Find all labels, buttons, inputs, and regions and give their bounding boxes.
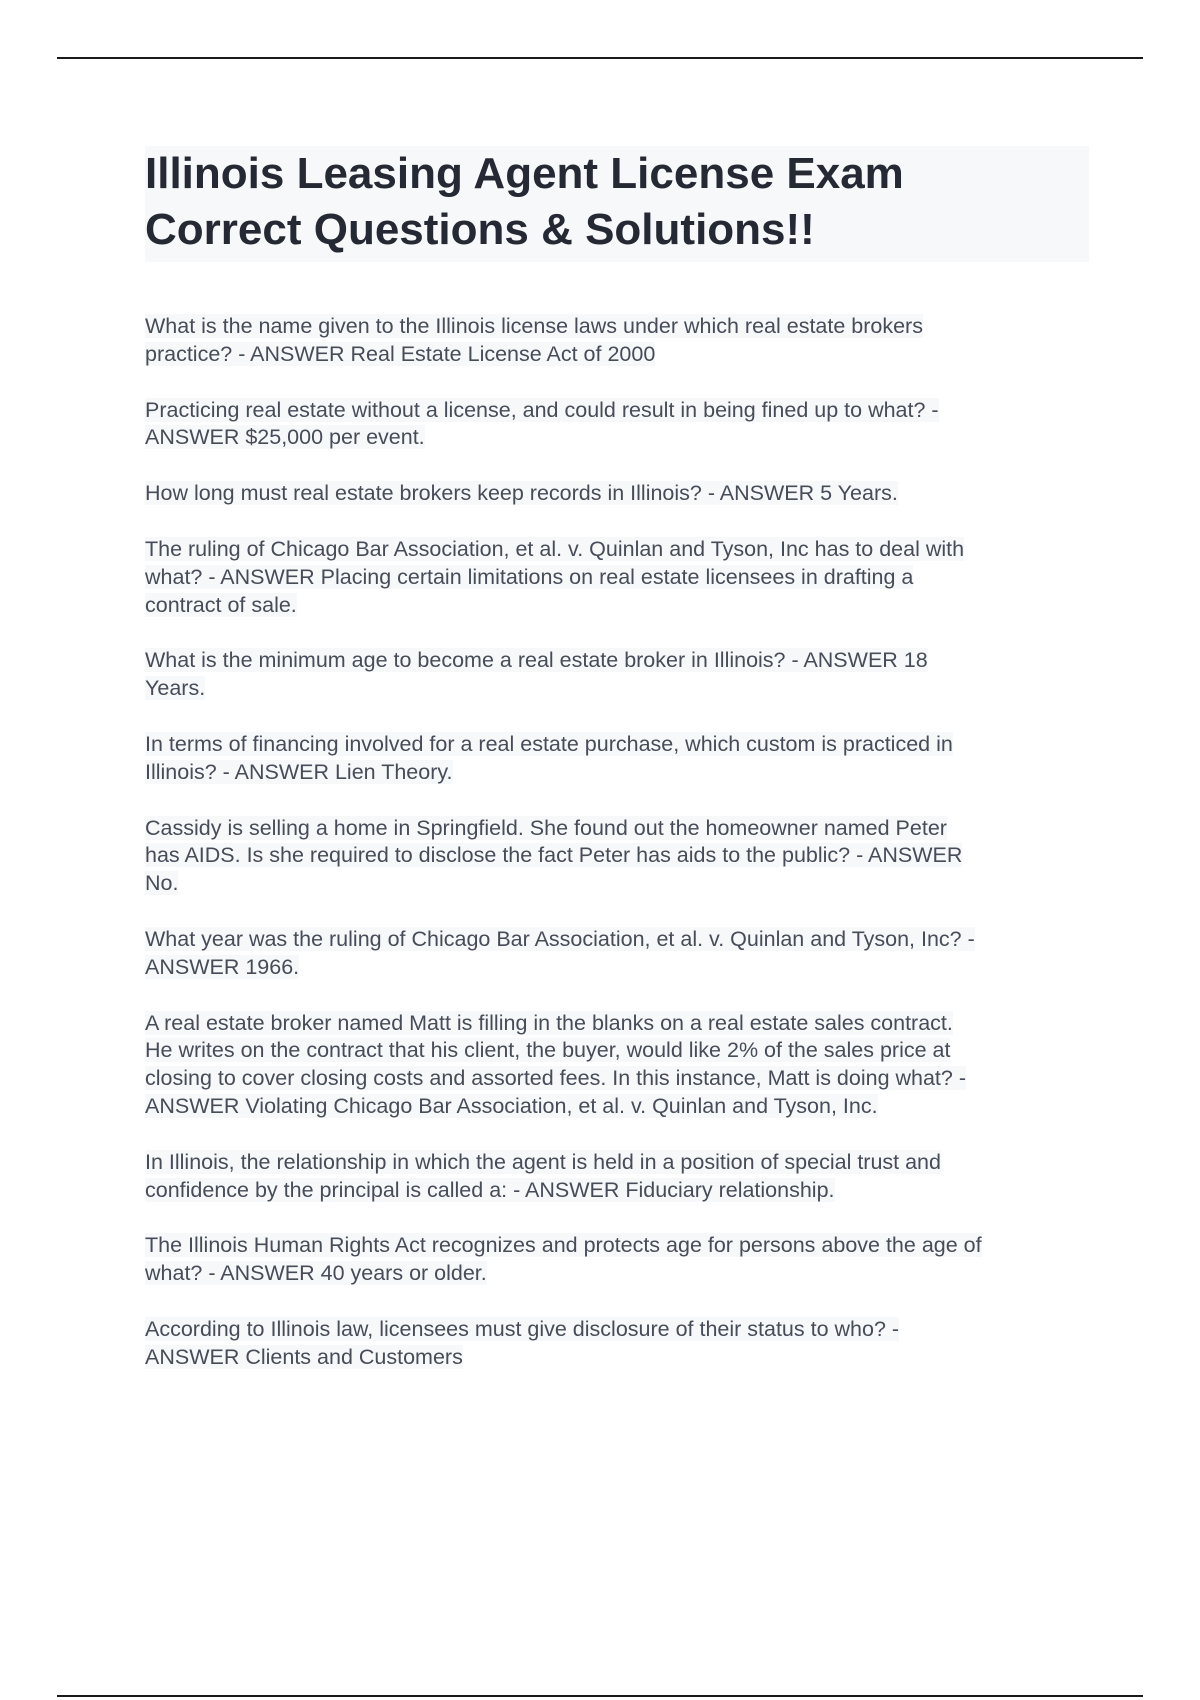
qa-line-text: Illinois? - ANSWER Lien Theory. (145, 759, 453, 784)
qa-line (145, 675, 1095, 703)
qa-line-text: has AIDS. Is she required to disclose the fact Peter has aids to the public? - ANSWER (145, 843, 963, 868)
document-title (145, 146, 1089, 262)
qa-item (145, 397, 1095, 453)
qa-item (145, 536, 1095, 619)
qa-item (145, 480, 1095, 508)
qa-line-text: what? - ANSWER 40 years or older. (145, 1261, 487, 1286)
qa-line-text: ANSWER 1966. (145, 954, 300, 979)
qa-line (145, 815, 1095, 843)
qa-line-text: Practicing real estate without a license, and could result in being fined up to what? - (145, 397, 939, 422)
qa-line-text: confidence by the principal is called a: - ANSWER Fiduciary relationship. (145, 1177, 835, 1202)
qa-line (145, 1177, 1095, 1205)
qa-line (145, 564, 1095, 592)
qa-line-text: ANSWER Violating Chicago Bar Association, et al. v. Quinlan and Tyson, Inc. (145, 1093, 878, 1118)
qa-line-text: Cassidy is selling a home in Springfield. She found out the homeowner named Peter (145, 815, 947, 840)
qa-line (145, 1065, 1095, 1093)
qa-item (145, 926, 1095, 982)
qa-line-text: closing to cover closing costs and assorted fees. In this instance, Matt is doing what? - (145, 1066, 966, 1091)
qa-line-text: The Illinois Human Rights Act recognizes and protects age for persons above the age of (145, 1233, 982, 1258)
qa-item (145, 1010, 1095, 1121)
qa-line-text: What is the name given to the Illinois license laws under which real estate brokers (145, 314, 923, 338)
qa-line (145, 536, 1095, 564)
qa-line (145, 954, 1095, 982)
qa-line-text: In terms of financing involved for a real estate purchase, which custom is practiced in (145, 731, 953, 756)
qa-line-text: What is the minimum age to become a real estate broker in Illinois? - ANSWER 18 (145, 648, 928, 673)
qa-line (145, 647, 1095, 675)
qa-line (145, 731, 1095, 759)
qa-line-text: According to Illinois law, licensees must give disclosure of their status to who? - (145, 1316, 900, 1341)
title-line: Correct Questions & Solutions!! (145, 205, 815, 254)
qa-line (145, 1149, 1095, 1177)
qa-line (145, 341, 1095, 369)
qa-line (145, 926, 1095, 954)
qa-line (145, 313, 1095, 341)
title-line: Illinois Leasing Agent License Exam (145, 149, 904, 198)
qa-item (145, 1149, 1095, 1205)
qa-item (145, 1316, 1095, 1372)
qa-line-text: practice? - ANSWER Real Estate License Act of 2000 (145, 341, 656, 366)
qa-line (145, 842, 1095, 870)
bottom-divider (57, 1695, 1143, 1697)
top-divider (57, 57, 1143, 59)
qa-item (145, 647, 1095, 703)
qa-line (145, 1232, 1095, 1260)
qa-line-text: In Illinois, the relationship in which the agent is held in a position of special trust and (145, 1149, 941, 1174)
qa-line (145, 1037, 1095, 1065)
qa-line-text: He writes on the contract that his client, the buyer, would like 2% of the sales price at (145, 1038, 951, 1063)
qa-line (145, 1344, 1095, 1372)
qa-line-text: Years. (145, 676, 206, 701)
qa-line (145, 1093, 1095, 1121)
qa-line-text: How long must real estate brokers keep records in Illinois? - ANSWER 5 Years. (145, 481, 898, 506)
qa-line-text: A real estate broker named Matt is filling in the blanks on a real estate sales contract. (145, 1010, 953, 1035)
qa-line (145, 1010, 1095, 1038)
qa-line (145, 424, 1095, 452)
qa-line-text: The ruling of Chicago Bar Association, et al. v. Quinlan and Tyson, Inc has to deal with (145, 536, 965, 561)
qa-line-text: ANSWER Clients and Customers (145, 1344, 463, 1369)
qa-line (145, 1260, 1095, 1288)
qa-line-text: No. (145, 871, 179, 896)
qa-line (145, 870, 1095, 898)
qa-line (145, 1316, 1095, 1344)
qa-list (145, 313, 1095, 1400)
qa-line-text: what? - ANSWER Placing certain limitations on real estate licensees in drafting a (145, 564, 914, 589)
qa-line-text: What year was the ruling of Chicago Bar Association, et al. v. Quinlan and Tyson, Inc? - (145, 926, 975, 951)
qa-line (145, 397, 1095, 425)
qa-line-text: contract of sale. (145, 592, 297, 617)
qa-item (145, 731, 1095, 787)
qa-item (145, 1232, 1095, 1288)
qa-item (145, 815, 1095, 898)
qa-item (145, 313, 1095, 369)
qa-line (145, 759, 1095, 787)
qa-line-text: ANSWER $25,000 per event. (145, 425, 425, 450)
qa-line (145, 592, 1095, 620)
qa-line (145, 480, 1095, 508)
